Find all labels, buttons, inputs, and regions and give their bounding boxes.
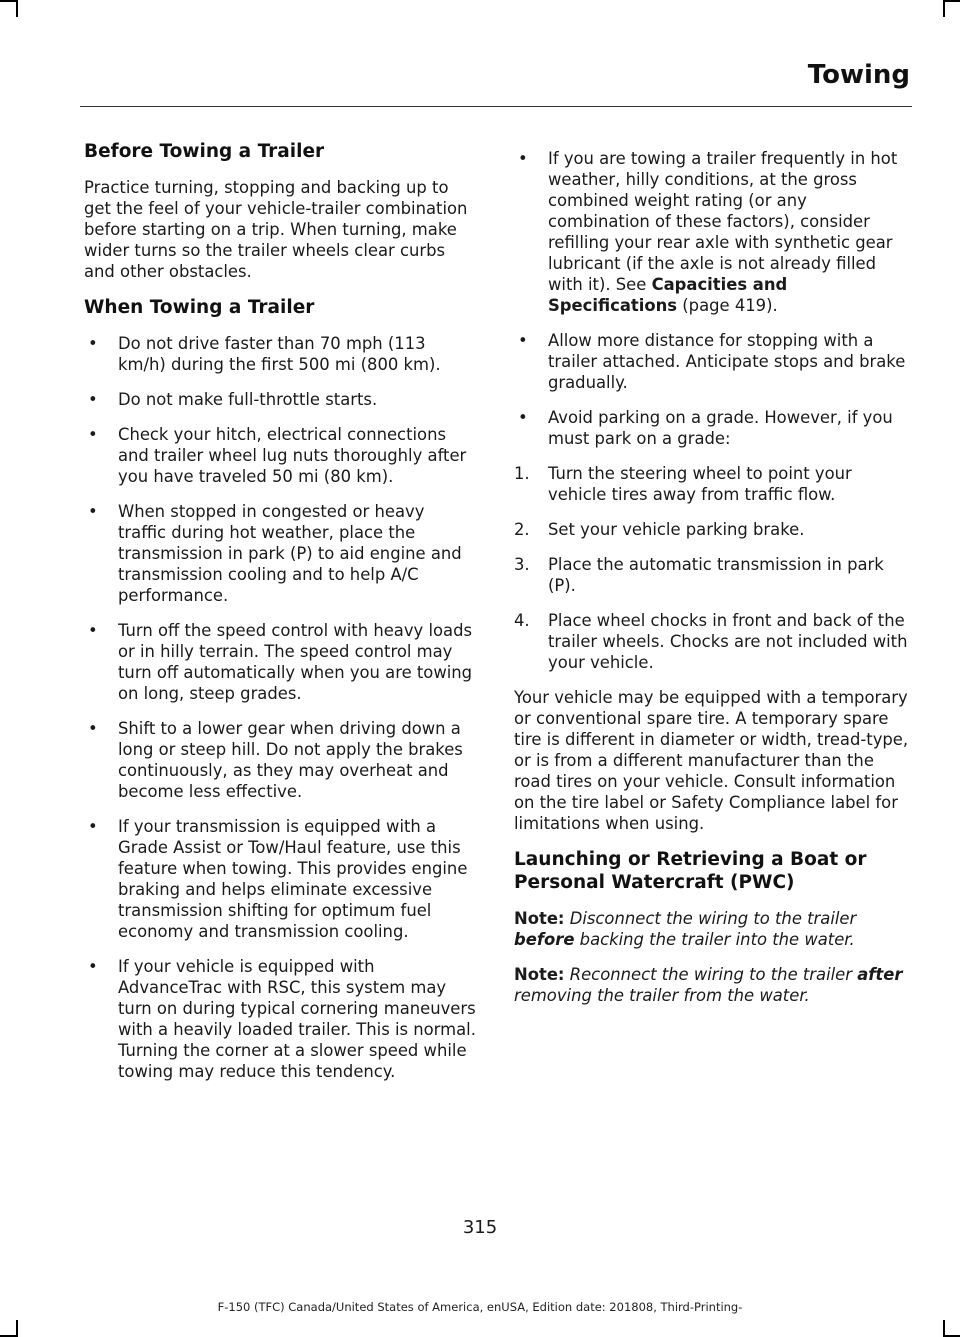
list-item: • Turn off the speed control with heavy loads or in hilly terrain. The speed control may turn off automatically when you are towing on long, steep grades. (88, 621, 473, 703)
step-item: 2. Set your vehicle parking brake. (514, 520, 805, 539)
bullet-icon: • (88, 719, 98, 738)
page-number: 315 (462, 1217, 498, 1238)
header-divider (80, 106, 912, 107)
capacities-link[interactable]: Capacities and Specifications (548, 275, 788, 315)
bullet-icon: • (88, 817, 98, 836)
before-towing-paragraph: Practice turning, stopping and backing up to get the feel of your vehicle-trailer combination before starting on a trip. When turning, make wider turns so the trailer wheels clear curbs and other obstacles. (84, 178, 468, 281)
list-item: • If your vehicle is equipped with AdvanceTrac with RSC, this system may turn on during typical cornering maneuvers with a heavily loaded trailer. This is normal. Turning the corner at a slower speed while towing may reduce this tendency. (88, 957, 476, 1081)
list-item: • Avoid parking on a grade. However, if you must park on a grade: (518, 408, 893, 448)
list-item: • Do not make full-throttle starts. (88, 390, 378, 409)
left-column (84, 140, 476, 1096)
crop-mark (0, 0, 16, 2)
note-reconnect: Note: Reconnect the wiring to the trailer after removing the trailer from the water. (514, 965, 903, 1005)
right-column (514, 148, 910, 1020)
step-number: 4. (514, 611, 530, 630)
crop-mark (16, 1320, 18, 1337)
list-item: • Allow more distance for stopping with a trailer attached. Anticipate stops and brake gradually. (518, 331, 906, 392)
note-disconnect: Note: Disconnect the wiring to the trailer before backing the trailer into the water. (514, 909, 857, 949)
parking-steps-list (514, 463, 910, 673)
spare-tire-paragraph: Your vehicle may be equipped with a temporary or conventional spare tire. A temporary spare tire is different in diameter or width, tread-type, or is from a different manufacturer than the road tires on your vehicle. Consult information on the tire label or Safety Compliance label for limitations when using. (514, 688, 909, 833)
list-item: • Do not drive faster than 70 mph (113 km/h) during the first 500 mi (800 km). (88, 334, 441, 374)
step-number: 3. (514, 555, 530, 574)
bullet-icon: • (88, 425, 98, 444)
list-item: • Check your hitch, electrical connections and trailer wheel lug nuts thoroughly after you have traveled 50 mi (80 km). (88, 425, 467, 486)
list-item: • If your transmission is equipped with a Grade Assist or Tow/Haul feature, use this feature when towing. This provides engine braking and helps eliminate excessive transmission shifting for optimum fuel economy and transmission cooling. (88, 817, 468, 941)
list-item: • Shift to a lower gear when driving down a long or steep hill. Do not apply the brakes continuously, as they may overheat and become less effective. (88, 719, 463, 801)
step-item: 4. Place wheel chocks in front and back of the trailer wheels. Chocks are not included with your vehicle. (514, 611, 908, 672)
crop-mark (943, 0, 945, 17)
towing-tips-list-continued (514, 148, 910, 449)
bullet-icon: • (88, 334, 98, 353)
crop-mark (945, 0, 960, 2)
step-number: 1. (514, 464, 530, 483)
list-item: • If you are towing a trailer frequently in hot weather, hilly conditions, at the gross combined weight rating (or any combination of these factors), consider refilling your rear axle with synthetic gear lubricant (if the axle is not already filled with it). See Capacities and Specifications (page 419). (518, 149, 898, 315)
footer-edition-info: F-150 (TFC) Canada/United States of America, enUSA, Edition date: 201808, Third-Printing- (217, 1300, 743, 1314)
crop-mark (16, 0, 18, 17)
list-item: • When stopped in congested or heavy traffic during hot weather, place the transmission in park (P) to aid engine and transmission cooling and to help A/C performance. (88, 502, 462, 605)
bullet-icon: • (518, 149, 528, 168)
bullet-icon: • (88, 502, 98, 521)
bullet-icon: • (88, 390, 98, 409)
step-item: 3. Place the automatic transmission in park (P). (514, 555, 884, 595)
section-heading-before-towing: Before Towing a Trailer (84, 141, 325, 162)
bullet-icon: • (518, 331, 528, 350)
bullet-icon: • (88, 621, 98, 640)
section-heading-launching-boat: Launching or Retrieving a Boat or Personal Watercraft (PWC) (514, 849, 867, 893)
step-item: 1. Turn the steering wheel to point your vehicle tires away from traffic flow. (514, 464, 852, 504)
bullet-icon: • (518, 408, 528, 427)
towing-tips-list (84, 333, 476, 1082)
bullet-icon: • (88, 957, 98, 976)
step-number: 2. (514, 520, 530, 539)
section-heading-when-towing: When Towing a Trailer (84, 297, 315, 318)
page-title: Towing (807, 60, 910, 90)
